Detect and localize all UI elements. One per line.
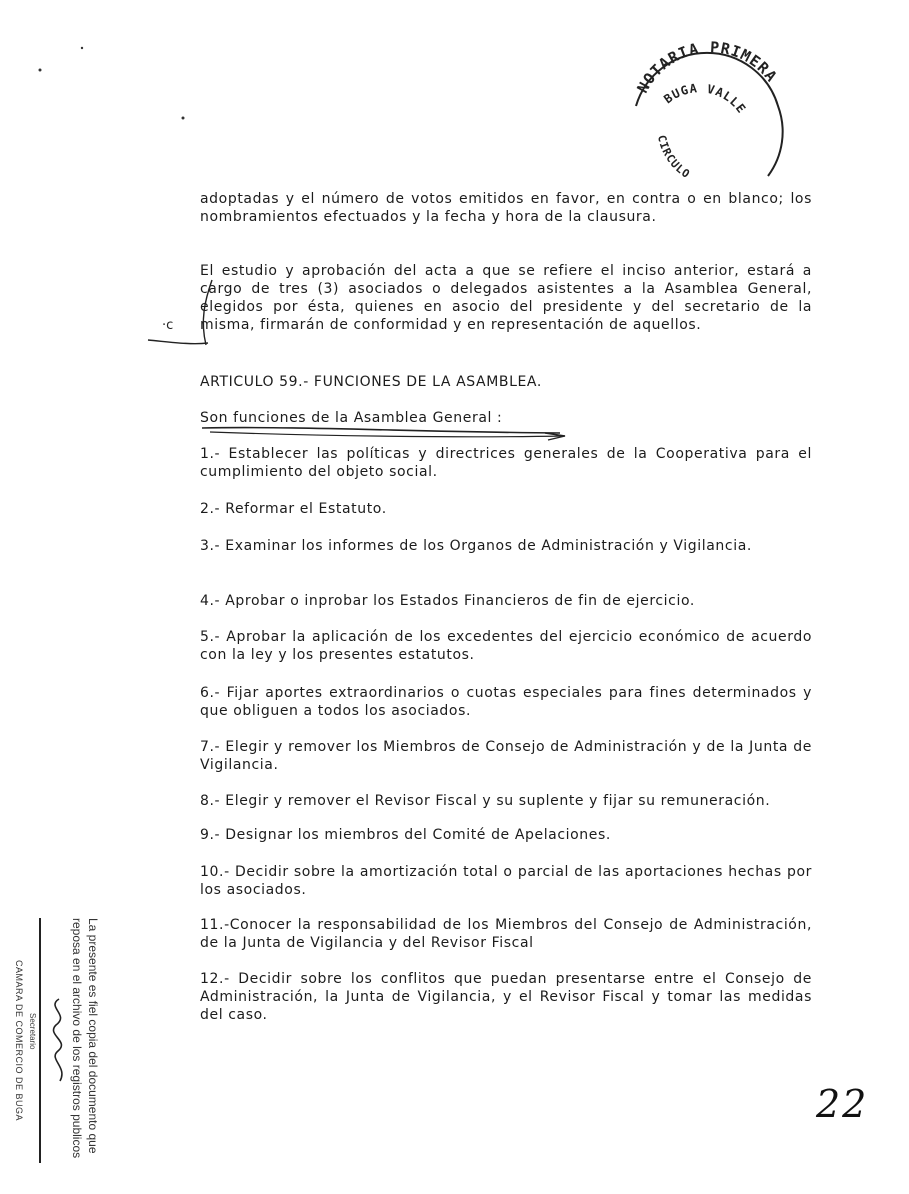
svg-text:NOTARIA PRIMERA [634, 38, 781, 96]
certification-office: CAMARA DE COMERCIO DE BUGA [14, 960, 24, 1122]
function-item-9: 9.- Designar los miembros del Comité de Apelaciones. [200, 827, 611, 843]
function-item-8: 8.- Elegir y remover el Revisor Fiscal y su suplente y fijar su remuneración. [200, 793, 771, 809]
stamp-text-1: NOTARIA PRIMERA [633, 38, 781, 96]
function-item-5: 5.- Aprobar la aplicación de los excedentes del ejercicio económico de acuerdo con la ley y los presentes estatutos. [200, 629, 812, 663]
function-item-12: 12.- Decidir sobre los conflitos que puedan presentarse entre el Consejo de Administración, la Junta de Vigilancia, y el Revisor Fiscal y tomar las medidas del caso. [200, 971, 812, 1023]
speck-3 [81, 47, 83, 49]
function-item-6: 6.- Fijar aportes extraordinarios o cuotas especiales para fines determinados y que obliguen a todos los asociados. [200, 685, 812, 719]
function-item-4: 4.- Aprobar o inprobar los Estados Financieros de fin de ejercicio. [200, 593, 695, 609]
paragraph-acta-contents: adoptadas y el número de votos emitidos en favor, en contra o en blanco; los nombramientos efectuados y la fecha y hora de la clausura. [200, 191, 812, 225]
article-heading: ARTICULO 59.- FUNCIONES DE LA ASAMBLEA. [200, 374, 542, 390]
paragraph-acta-approval: El estudio y aprobación del acta a que se refiere el inciso anterior, estará a cargo de tres (3) asociados o delegados asistentes a la Asamblea General, elegidos por ésta, quienes en asocio del presidente y del secretario de la misma, firmarán de conformidad y en representación de aquellos. [200, 263, 812, 333]
margin-glyph: ·c [162, 318, 174, 333]
function-item-3: 3.- Examinar los informes de los Organos de Administración y Vigilancia. [200, 538, 752, 554]
certification-line-2: reposa en el archivo de los registros publicos [70, 918, 84, 1159]
function-item-10: 10.- Decidir sobre la amortización total o parcial de las aportaciones hechas por los asociados. [200, 864, 812, 898]
functions-subheading: Son funciones de la Asamblea General : [200, 410, 503, 426]
margin-rule [39, 918, 41, 1163]
stamp-text-3: CIRCULO [654, 133, 693, 182]
svg-text:CIRCULO [655, 134, 693, 181]
speck-1 [39, 69, 42, 72]
function-item-1: 1.- Establecer las políticas y directrices generales de la Cooperativa para el cumplimiento del objeto social. [200, 446, 812, 480]
signature [44, 995, 74, 1085]
certification-role: Secretario [28, 1013, 37, 1050]
notary-stamp [628, 36, 788, 196]
margin-dash [148, 340, 208, 344]
function-item-2: 2.- Reformar el Estatuto. [200, 501, 387, 517]
underline-arrowhead [545, 433, 565, 440]
subheading-underline-2 [210, 432, 565, 437]
stamp-text-2: BUGA VALLE [661, 81, 749, 117]
svg-text:BUGA VALLE [661, 81, 749, 116]
speck-2 [182, 117, 185, 120]
function-item-7: 7.- Elegir y remover los Miembros de Consejo de Administración y de la Junta de Vigilancia. [200, 739, 812, 773]
page-number: 22 [816, 1082, 869, 1126]
function-item-11: 11.-Conocer la responsabilidad de los Miembros del Consejo de Administración, de la Junta de Vigilancia y del Revisor Fiscal [200, 917, 812, 951]
subheading-underline [202, 428, 560, 433]
certification-line-1: La presente es fiel copia del documento que [86, 918, 100, 1154]
